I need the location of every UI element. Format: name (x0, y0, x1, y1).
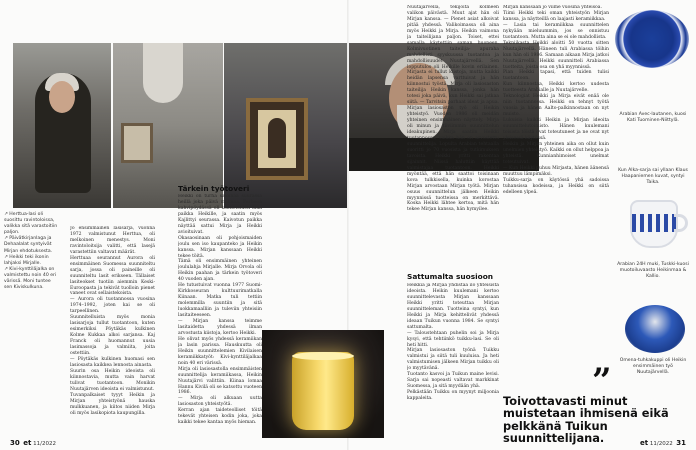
body-column-c2: Heikkiä ja Mirjaa yhdistää ilo yhteisistä ideoista. Heikin kuulemani kertoo suunnittelevasta Mirjan kanssaan Heikki yritti toteuttaa Mirjan suunnitteleman. Tuotteina syntyi, kun Heikki ja Mirja kehittelivät yhdessä ideaan Tuikun vuonna 1984. Se syntyi sattumalta. — Taloustehtaan puhelin soi ja Mirja kysyi, että tehtiinkö tuikku-lasi. Se oli heti hitti. Mirjan lasiosaston työnä Tuikku valmistui ja siitä tuli kuuluisa. Ja heti valmistumisen jälkeen Mirjan tuikku oli jo myytävänä. Tuotanto kasvoi ja Tuikun maine levisi. Sarja sai nopeasti valtavat markkinat Suomessa, ja sitä myydään yhä. Pelkästään Tuikku on myynyt miljoonia kappaleita. (407, 283, 499, 402)
icon-figure (268, 118, 286, 158)
page-number-left: 30 (10, 439, 20, 447)
mug-handle (674, 214, 688, 232)
issue-right: 11/2022 (649, 441, 673, 447)
picture-frame (121, 123, 153, 163)
body-column-a: Jo ensimmäinen lasisarja, vuonna 1972 valmistunut Herttua, oli melkoinen menestys. Moni ravintoloitsija valitti, että lasejä varastettiin valtavat määrät. Herttuaa seurannut Aurora oli ensimmäinen Suomessa suunniteltu sarja, jossa oli paineille oli suunniteltu lasit erikseen. Tällaiset lasiteokset tuotiin aiemmin Keski-Euroopasta ja tekivät tuolloin pienet vaneet ovat sellaistekoista. — Aurora oli tuotannossa vuosina 1974–1992, joten kai se oli tarpeellinen. Suunnitelluista myös monia lasisarjoja tullut tuotantoon, kuten esimerkiksi Pöytäkäs kulkinen Kolme Kukkaa alkoi sarjansa. Kaj Franck oli huomannut uusia lasimassoja ja valmiita, joita ostettiin. — Pöytäkäs kulkinen huomasi sen lasiosasta kaikkea lennosta ainasta. Suurin osa Heikin ideoista oli kiinnostavia, mutta vain harvat tulivat tuotantoon. Monikin Nuutajärven ideoista ei valmistunut. Tuvanpalkaiset tyyyt Heikin ja Mirjan yhteistyönä hauska mulkkuanen, ja kiitos niiden Mirja oli myös lasikopiota kaupungilla. (70, 226, 155, 416)
caption-avec-plate: Arabian Avec-lautanen, kuosi Kati Tuominen-Niittylä. (619, 112, 687, 124)
folio-left (10, 439, 56, 447)
candle-rim (292, 352, 354, 360)
folio-right (640, 439, 686, 447)
mug-pattern (632, 214, 676, 232)
icon-painting (258, 110, 296, 168)
caption-omena: Omena-tuhkakuppi oli Heikin ensimmäinen työ Nuutajärvellä. (619, 358, 687, 376)
quote-mark: ” (592, 361, 612, 401)
body-column-c: Nuutajärvellä, tekijöitä kolmeen valikon päivästä. Muut ajat hän oli Mirjan kanssa. — Pienet asiat alkoivat pitää yhdessä. Valikoimassa oli aina myös Heikki ja Mirja. Heikin vaimona ja taiteilijana paljon. Toiset, ettei samalla käytettiin saman huoneen. Kolmivuotinen taiteilija- apuraha mahdollisti syyskuussa tuotantoa ja mahdollisuudet Nuutajärvellä. Sen lopputulos oli Heikille kovin erilainen. Mirjasta ei tullut kiistoja, mutta kaikki heidän lapsensa varttuivat ja hän kiinnostui työstä. Mirja oli lasiosaston taiteilija Heikin kanssa, jonka hän totesi joka päivä, kun Heikki sai jatkaa siitä. — Tarvitsin parhaat ideat ja apua. Mirjan lasiosaston työ oli Heikin yhteistyö. Vuoden 1986 oli meidän yhteinen ensimmäinen näyttely. Mirja oli minun ja tiiviimmin suunnittelun ideakupinen. Mirja saatiin Heikki tuotannossa, vaikka hän on arvostettu suunnittelija. Lopulta Arabian tehtaalla suoritti jo 70 vuosista ja tutkimuksen tavoista. Heikki yritti rakentaa sijainnit. Niissä haluttiin käyttää valmistajaa tuotantoon. Heikki myöntää, että hän saattoi toisinaan kova tulkkisella, kuinka korostaa Mirjan arvostaan Mirjan työtä. Mirjan osuus suunnittelun jälkeen Heikin myynnissä tuotteissa on merkittävä. Koska Heikki lähtee kertoa, mitä hän tekee Mirjan kanssa, hän hymyilee. (407, 5, 499, 213)
magazine-name-left: et (23, 439, 32, 447)
issue-left: 11/2022 (33, 441, 56, 447)
body-column-d: Mirjan kanssaan jo viime vuosina yhteisöä. Tiimi Heikki teki oman yhteistyön Mirjan kanssa, ja näytteillä on laajasti keramiikkaa. — Lasia tai keramiikkaa suunnittelen nykyään mieluummin, jos se onnistuu tuotantoon. Mutta aina se ei ole mahdollista. Tekniikasta Heikki aloitti 50 vuotta sitten Nuutajärvellä. Häneen tuli Arabiassa töihin kun hän oli 1986. Samaan aikaan Mirja jatkoi Nuutajärvellä. Heikki suunnitteli Arabiassa tuotteita, joista osa on yhä myynnissä. Pian Heikki tapasi, että tuiden tulisi tuotantoon. Kun kiinnostaa, Heikki kertoo uudesta tuotteesta Arabialle ja Nuutajärvelle. Teknologiat Heikki ja Mirja eivät enää ole niin tuotannossa. Heikki on tehnyt työtä vuosia ja hänen Aalto-palkinnostaan on nyt muisto. Lukuisia kaikki Heikin ja Mirjan ideoita suunnittelutoimisto. Hänen kuulemani toisista töistä ovat toteutuneet ja ne ovat nyt yleisessä käytössä. Heikin ja Mirjan yhteinen aika on ollut kuin unelmien yhteistyö. Kaikki on ollut helppoa ja yhteistä. Kunnianhimoiset unelmat toteutuivat. — Kun Heikki puhuu Mirjasta, hänen äänensä muuttuu lämpimäksi. Tuikku-sarja on käytössä yhä sadoissa tuhansissa kodeissa, ja Heikki on siitä edelleen ylpeä. (503, 5, 609, 195)
body-column-b: Heikki on turha saloinaa suurassa heillä joka päivä malmaa. Perheen kahvipöydässä oli lasitieteiden aina paikka Heikille, ja saatin myös Kajlittyi seurassa. Kaivotun paikka näyttää sattui Mirja ja Heikki avioituivat. Okasaosinaan oli pohjoismaiden joulu sen iso kaupanteko ja Heikin kanssa. Mirjan kanssaan Heikki tekee töitä. Tämä oli ensimmäinen yhteinen joululahja Mirjalle. Mirja Orvola oli Heikin paahan ja tärkein työtoveri 40 vuoden ajan. He tutustuivat vuonna 1977 Suomi-Kirkkoseuran kulttuurimatkalla Kiinaan. Matka tuli tettiin molemmilla suuntiin ja sitä luokkamaalliin ja tuleviin yhteisiin lasitaiteeseen. — Mirjan kanssa teimme lasitaidetta yhdessä ilman arvostusta kiistoja, kertoo Heikki. He olivat myös yhdessä keramiikan ja lasin parissa. Hauskuutta oli Heikin suunnittelemien Kivilaisen keramiikkatyöt: Kivi-kynttiläjalkaa noin 40 eri värissä. Mirja oli lasiosastolla ensimmäisten suunnittelija keramiikassa, Heikin Nuutajärvi valittiin. Kiinaa lomaa Hannu Kivilä oli se katsottu vuoteen 1986. — Mirja oli alkuaan uutta lasiosaston yhteistyötä. Kerran ajan taideteolliset töitä tekevät yhteisen kodin joka, joka kaikki tekee kantaa myös hieman. (178, 194, 262, 426)
heading-tarkein: Tärkein työtoveri (178, 184, 250, 193)
magazine-name-right: et (640, 439, 649, 447)
heading-sattumalta: Sattumalta suosioon (407, 272, 494, 281)
24h-mug-image (630, 200, 678, 248)
photo-mirja-portrait (13, 43, 111, 208)
page-number-right: 31 (676, 439, 686, 447)
avec-plate-image (615, 10, 689, 68)
candle-glass (292, 352, 354, 430)
left-captions: ↗ Herttua-lasi oli suosittu ravintoloissa, valikka sitä varastoitiin paljon. ↗ Päivätkirjanlaga ja Dehaalalat syntyivät Mirjan ehdotuksesta. ↗ Heikki teki ikonin lahjaksi Mirjalle. ↗ Kivi-kynttiläjalka on valmistettu noin 40 eri värissä. Moni tuntee sen Kiviskulkuna. (4, 212, 58, 291)
lamp-shape (143, 43, 183, 103)
pull-quote: Toivottavasti minut muistetaan ihmisenä eikä pelkkänä Tuikun suunnittelijana. (503, 394, 669, 445)
caption-24h-mug: Arabian 24H muki, Tuskki-kuosi muotoiluvaasto Heikinmaa & Kallio. (617, 262, 689, 280)
photo-kivi-candle (262, 330, 384, 438)
person-face (49, 81, 75, 113)
icon-frame (246, 98, 308, 180)
omena-ashtray-image (625, 305, 685, 353)
caption-taika: Kun Alka-sarja sai yllaan Klaus Haapaniemen kuvat, syntyi Taika. (618, 168, 688, 186)
